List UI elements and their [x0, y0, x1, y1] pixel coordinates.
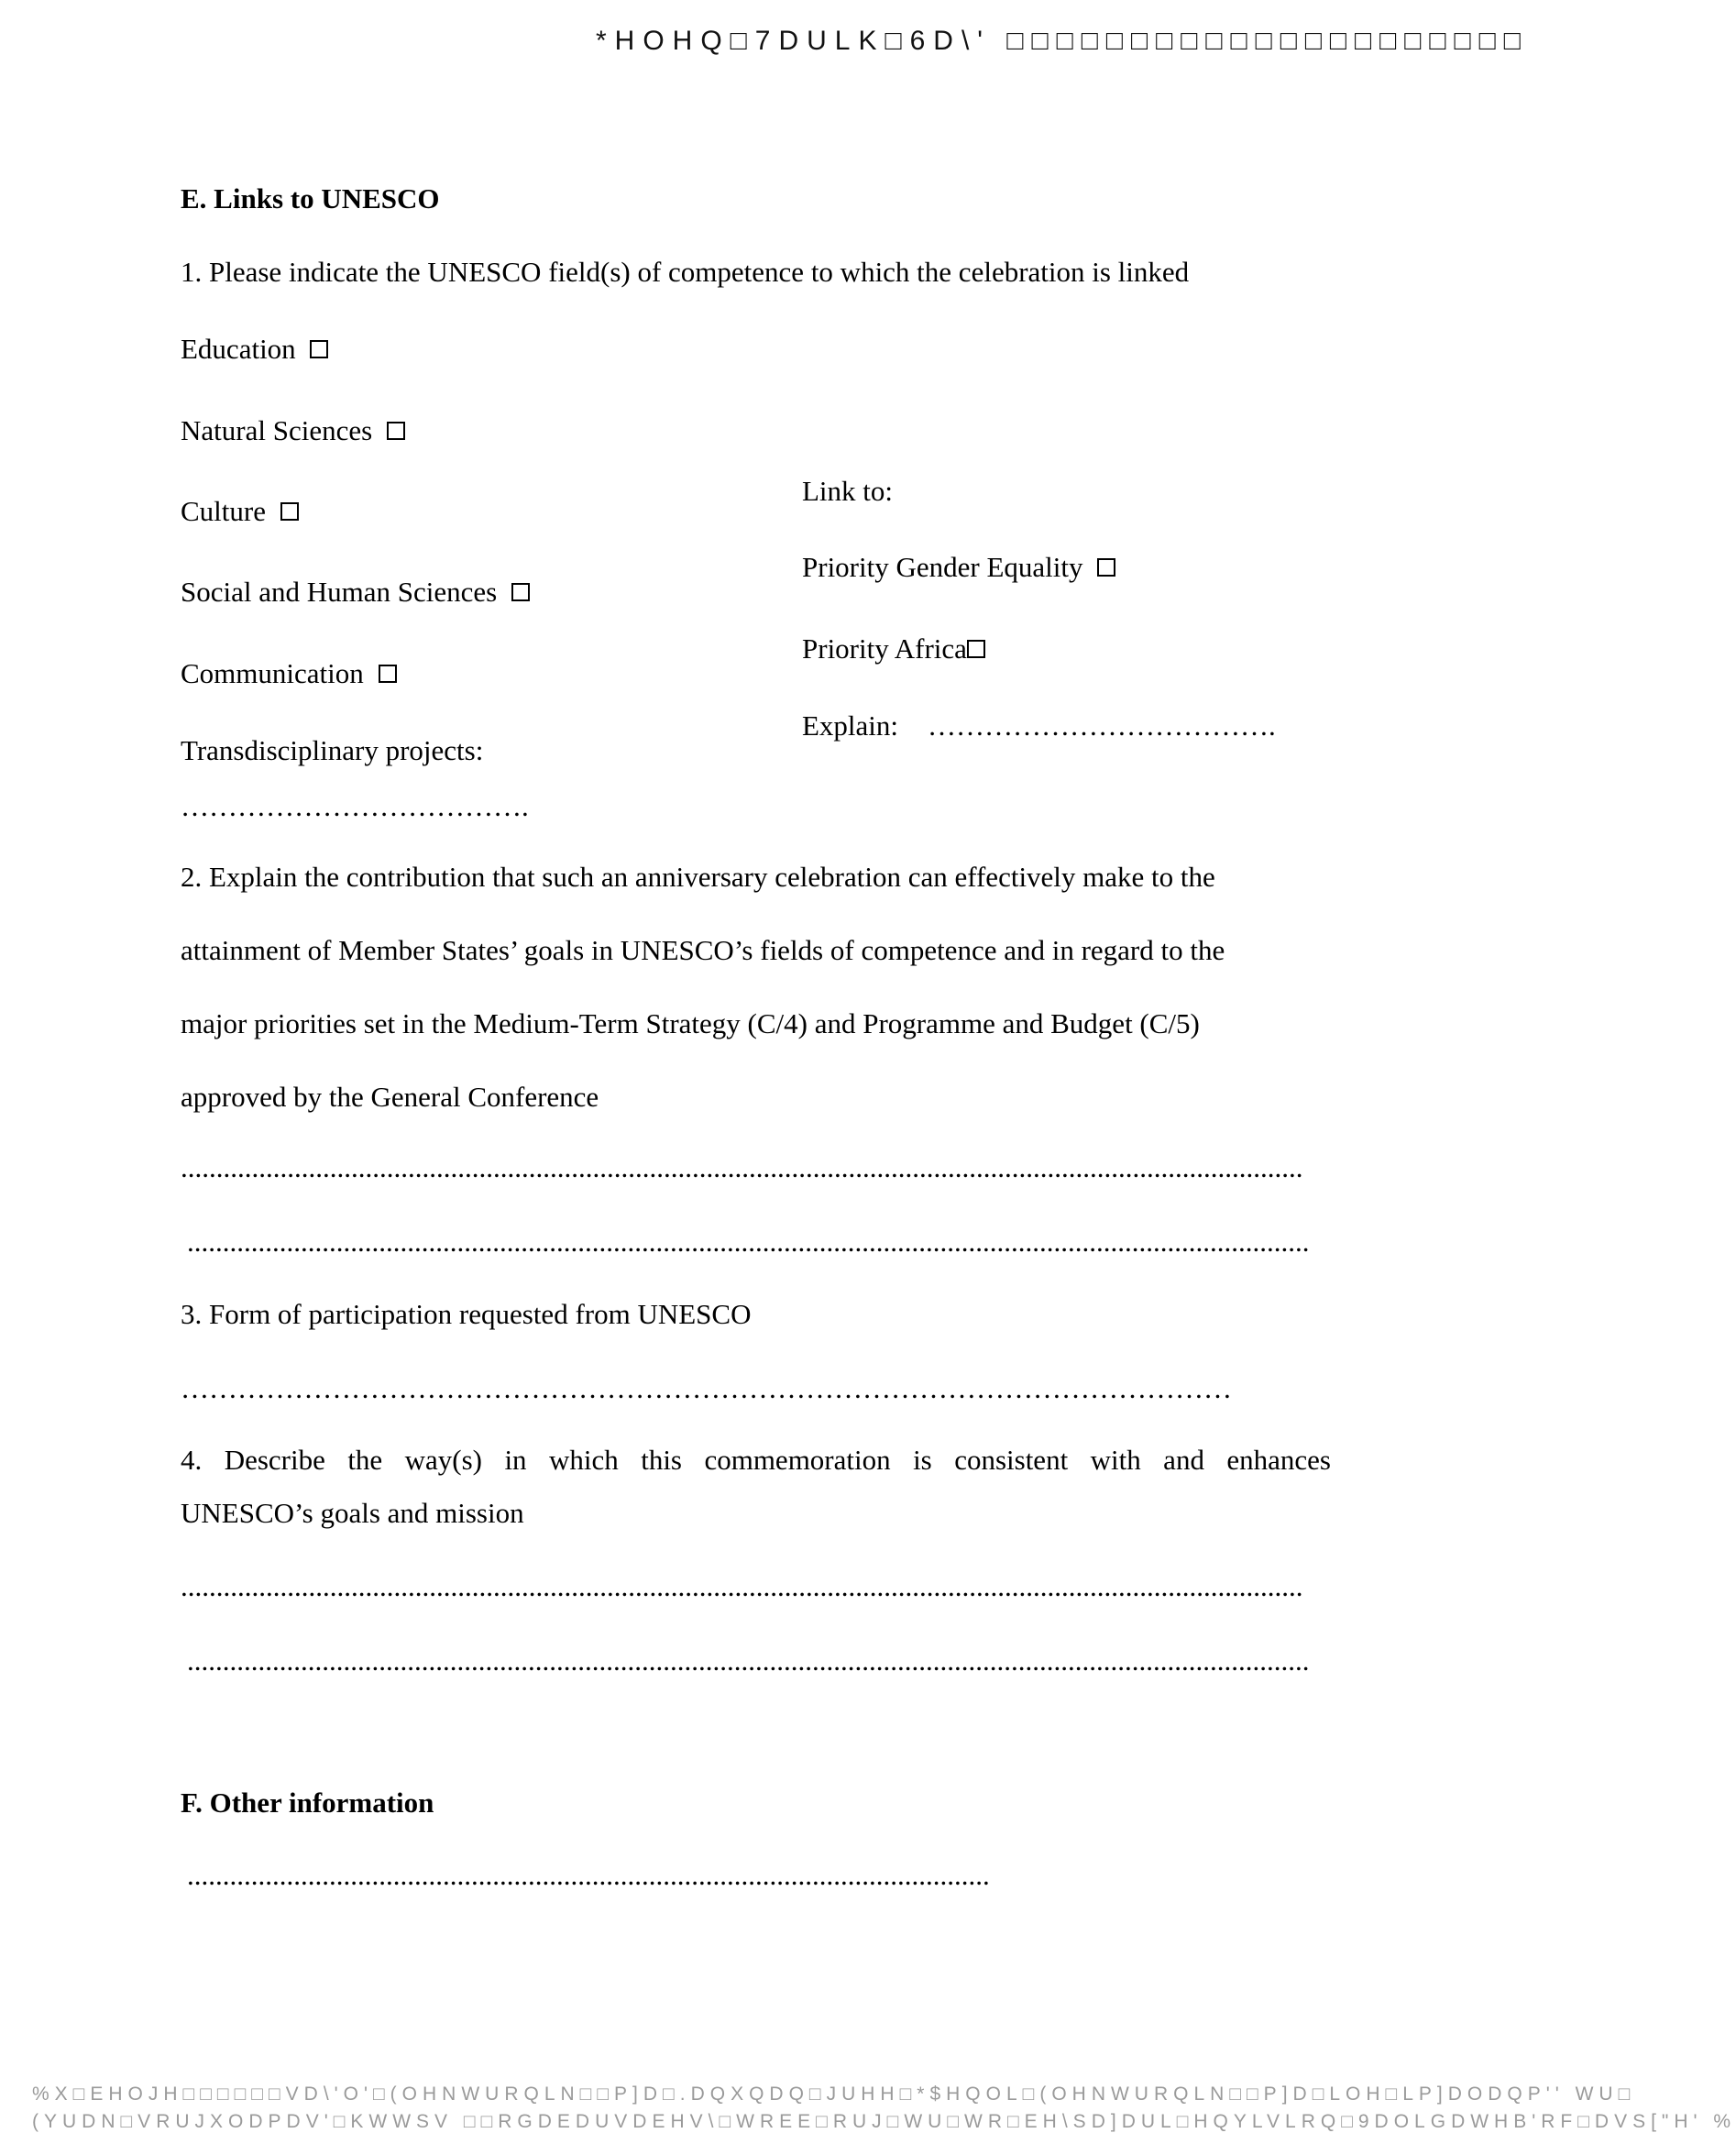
- field-natural-sciences-checkbox[interactable]: [387, 422, 405, 440]
- field-communication-checkbox[interactable]: [379, 665, 397, 683]
- question-4-answer-line-1[interactable]: ..............................................................................................................................................................: [181, 1570, 1303, 1602]
- question-3-answer-line[interactable]: …………………………………………………………………………………………………: [181, 1372, 1232, 1404]
- field-social-human-sciences-checkbox[interactable]: [511, 583, 530, 601]
- field-social-human-sciences: [181, 577, 530, 606]
- question-3-prompt: 3. Form of participation requested from UNESCO: [181, 1298, 752, 1330]
- field-culture-checkbox[interactable]: [280, 502, 299, 521]
- field-social-human-sciences-label: Social and Human Sciences: [181, 576, 498, 608]
- field-culture: [181, 497, 299, 525]
- priority-africa-checkbox[interactable]: [967, 640, 985, 658]
- question-2-line-3: major priorities set in the Medium-Term Strategy (C/4) and Programme and Budget (C/5): [181, 1007, 1200, 1039]
- section-e-title: E. Links to UNESCO: [181, 182, 440, 214]
- question-1-prompt: 1. Please indicate the UNESCO field(s) of competence to which the celebration is linked: [181, 256, 1190, 288]
- priority-gender-equality: [802, 553, 1115, 581]
- priority-gender-equality-checkbox[interactable]: [1097, 558, 1115, 577]
- question-2-line-4: approved by the General Conference: [181, 1081, 599, 1113]
- field-natural-sciences-label: Natural Sciences: [181, 414, 373, 446]
- field-education-checkbox[interactable]: [310, 340, 328, 358]
- section-f-answer-line[interactable]: .................................................................................................................: [187, 1859, 990, 1891]
- field-communication-label: Communication: [181, 657, 364, 689]
- question-2-line-2: attainment of Member States’ goals in UNESCO’s fields of competence and in regard to the: [181, 934, 1225, 966]
- transdisciplinary-label: Transdisciplinary projects:: [181, 734, 484, 766]
- explain-label: Explain:: [802, 709, 899, 742]
- transdisciplinary-field[interactable]: ……………………………….: [181, 790, 529, 822]
- footer-line-1: %X□EHOJH□□□□□□VD\'O'□(OHNWURQLN□□P]D□.DQXQDQ□JUHH□*$HQOL□(OHNWURQLN□□P]D□LOH□LP]DODQP'' WU□: [32, 2084, 1636, 2105]
- footer-line-2: (YUDN□VRUJXODPDV'□KWWSV □□RGDEDUVDEHV\□WREE□RUJ□WU□WR□EH\SD]DUL□HQYLVLRQ□9DOLGDWHB'RF□DVS["H' %: [32, 2111, 1736, 2132]
- field-communication: [181, 659, 397, 687]
- field-culture-label: Culture: [181, 495, 266, 527]
- question-4-answer-line-2[interactable]: ..............................................................................................................................................................: [187, 1644, 1310, 1677]
- priority-africa: [802, 634, 985, 663]
- question-2-answer-line-1[interactable]: ..............................................................................................................................................................: [181, 1151, 1303, 1183]
- section-f-title: F. Other information: [181, 1787, 434, 1819]
- priority-africa-label: Priority Africa: [802, 632, 967, 665]
- field-education: [181, 335, 328, 363]
- question-2-answer-line-2[interactable]: ..............................................................................................................................................................: [187, 1226, 1310, 1258]
- question-2-line-1: 2. Explain the contribution that such an anniversary celebration can effectively make to the: [181, 861, 1215, 893]
- question-4-line-2: UNESCO’s goals and mission: [181, 1497, 524, 1529]
- field-natural-sciences: [181, 416, 405, 445]
- priority-gender-equality-label: Priority Gender Equality: [802, 551, 1083, 583]
- question-4-line-1: 4. Describe the way(s) in which this commemoration is consistent with and enhances: [181, 1444, 1331, 1476]
- field-education-label: Education: [181, 333, 296, 365]
- explain-field[interactable]: ……………………………….: [928, 709, 1276, 742]
- link-to-label: Link to:: [802, 475, 894, 507]
- page-header: *HOHQ□7DULK□6D\' □□□□□□□□□□□□□□□□□□□□□: [596, 26, 1529, 56]
